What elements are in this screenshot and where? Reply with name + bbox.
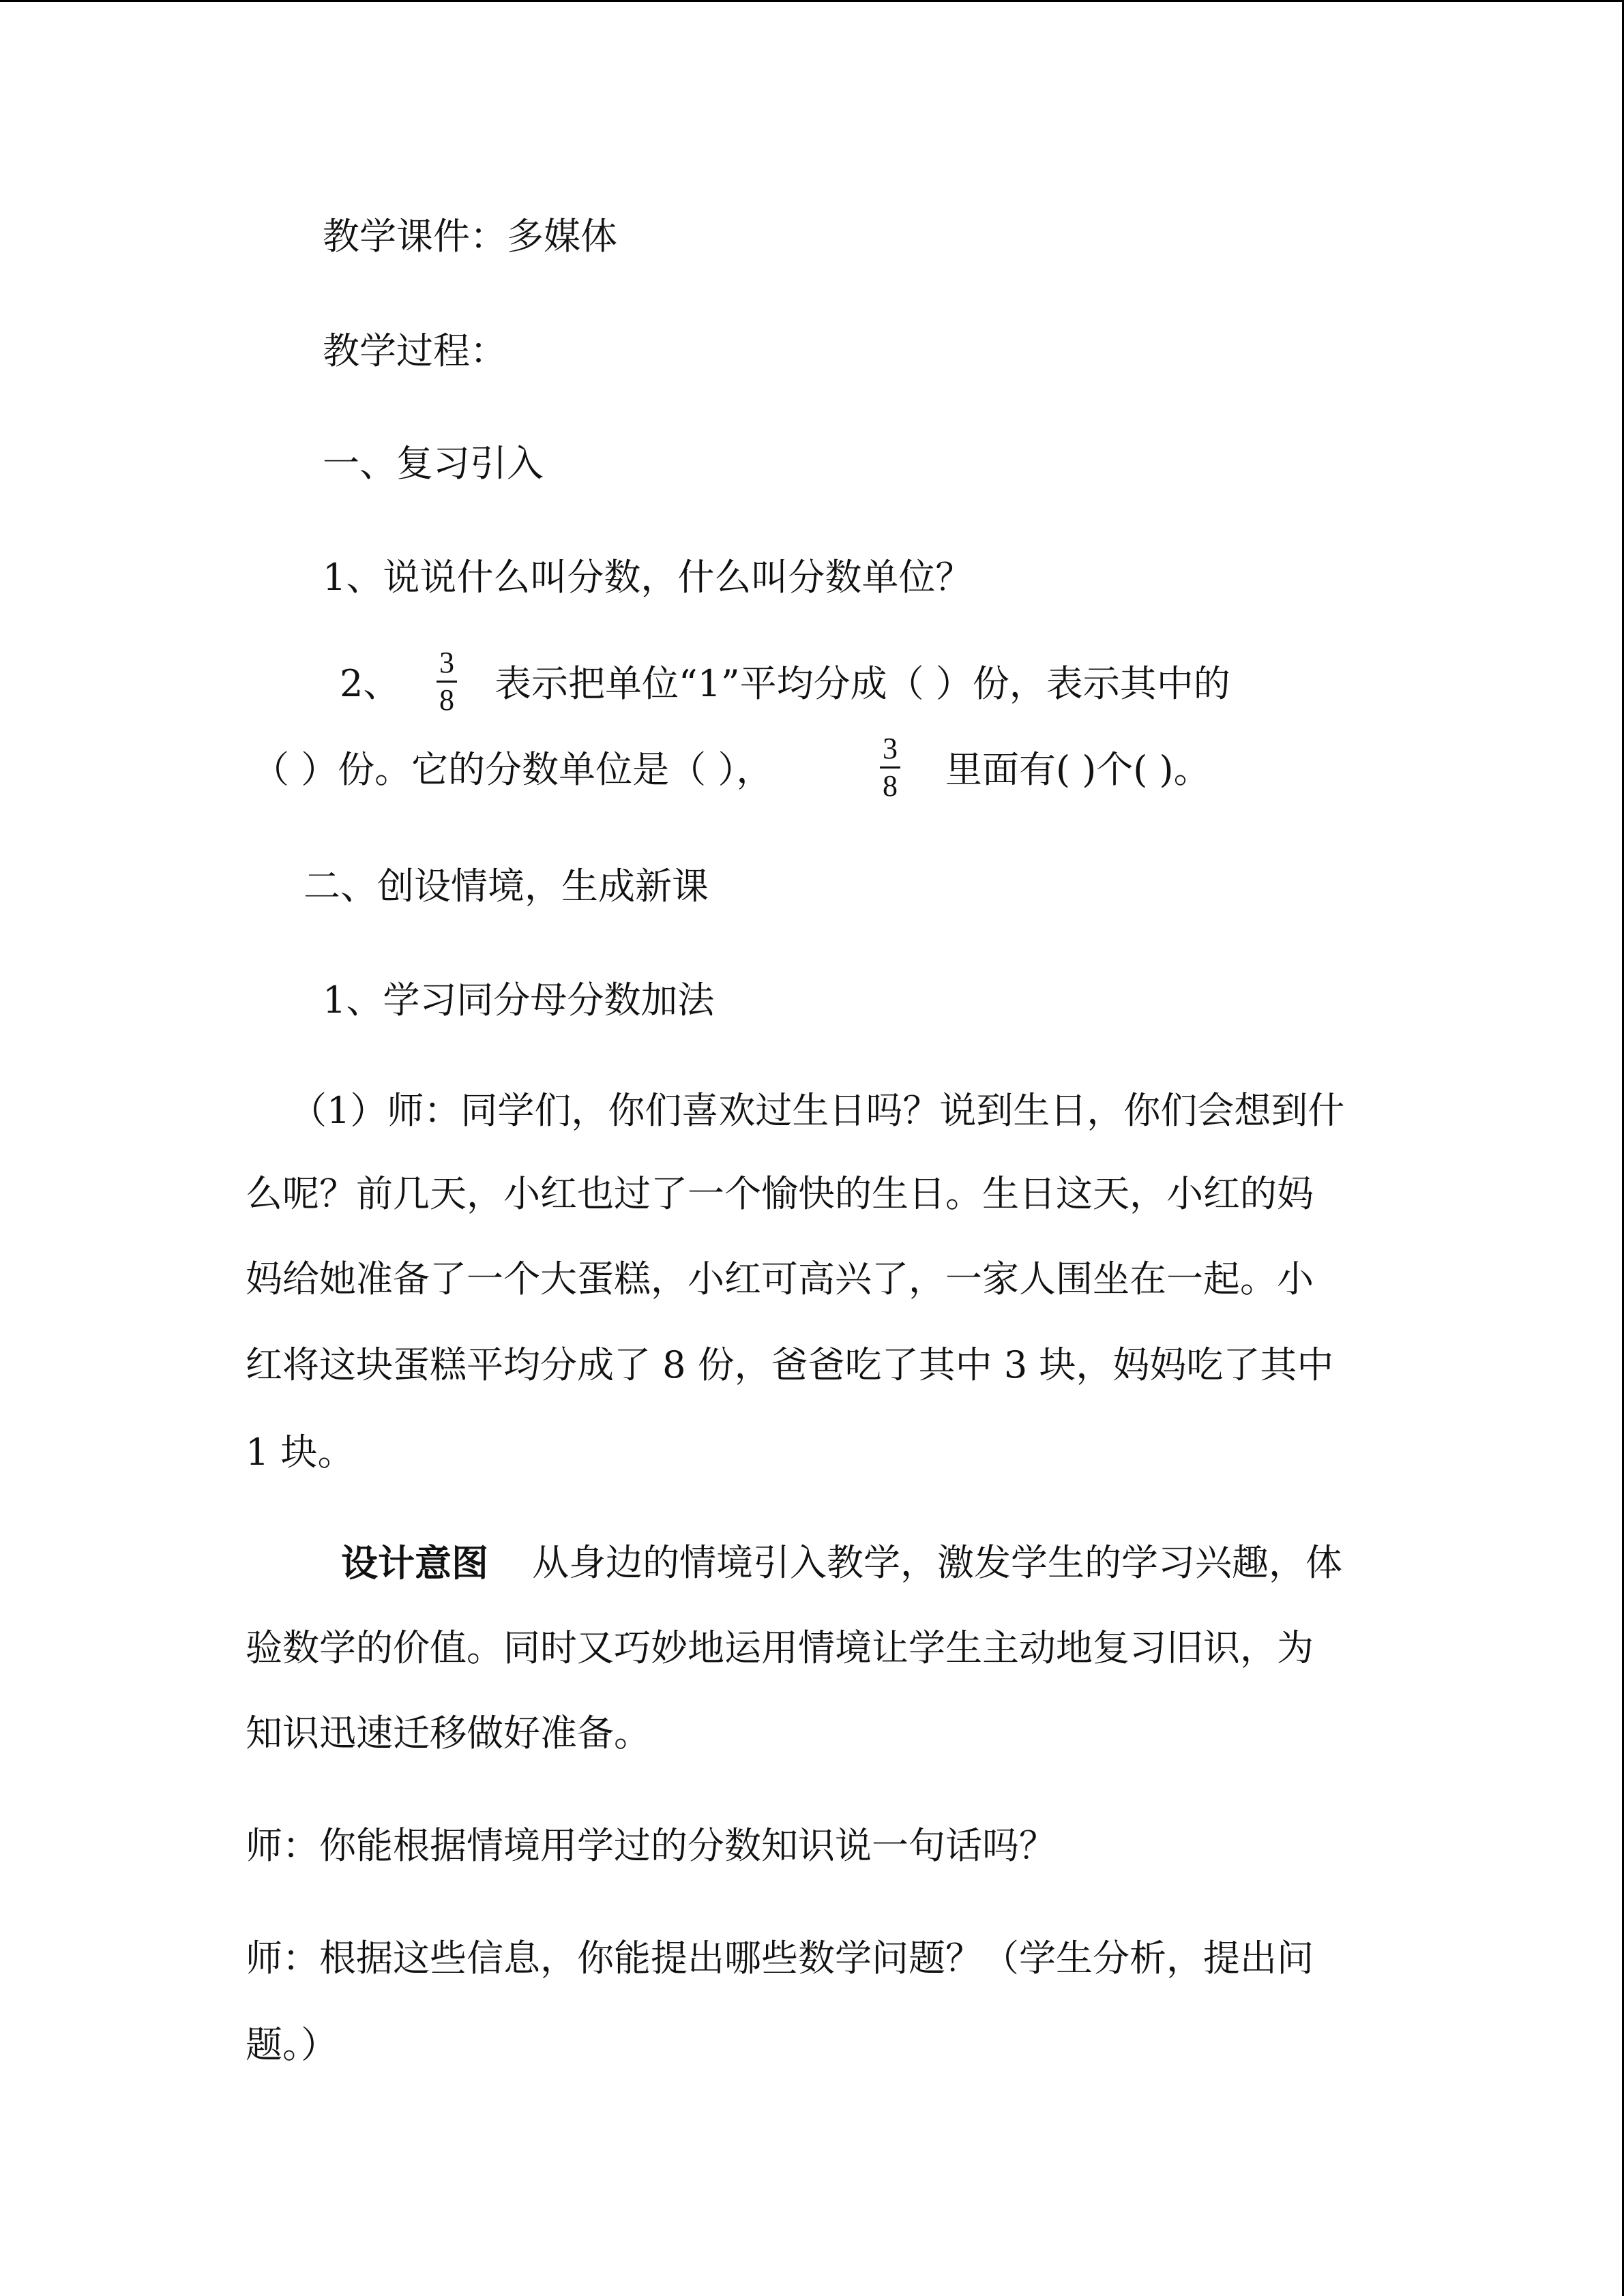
teacher-question: 师：你能根据情境用学过的分数知识说一句话吗？ bbox=[246, 1824, 1056, 1867]
design-intent-label: 设计意图 bbox=[341, 1541, 488, 1585]
fraction-numerator: 3 bbox=[439, 646, 454, 679]
section-heading-new-lesson: 二、创设情境，生成新课 bbox=[304, 865, 709, 908]
paragraph-line: （1）师：同学们，你们喜欢过生日吗？说到生日，你们会想到什 bbox=[290, 1089, 1345, 1132]
teacher-question: 师：根据这些信息，你能提出哪些数学问题？（学生分析，提出问 bbox=[246, 1937, 1314, 1980]
question-1: 1、说说什么叫分数，什么叫分数单位？ bbox=[323, 556, 973, 599]
fraction-denominator: 8 bbox=[883, 769, 898, 803]
question-2-number: 2、 bbox=[340, 662, 400, 705]
design-intent-text: 从身边的情境引入教学，激发学生的学习兴趣，体 bbox=[532, 1541, 1342, 1584]
paragraph-line: 1 块。 bbox=[246, 1431, 355, 1474]
section-heading-review: 一、复习引入 bbox=[323, 442, 544, 485]
line-process-heading: 教学过程： bbox=[323, 329, 507, 372]
design-intent-text: 验数学的价值。同时又巧妙地运用情境让学生主动地复习旧识，为 bbox=[246, 1626, 1314, 1669]
design-intent-text: 知识迅速迁移做好准备。 bbox=[246, 1712, 651, 1755]
fraction-bar bbox=[437, 681, 457, 683]
paragraph-line: 妈给她准备了一个大蛋糕，小红可高兴了，一家人围坐在一起。小 bbox=[246, 1257, 1314, 1300]
paragraph-line: 红将这块蛋糕平均分成了 8 份，爸爸吃了其中 3 块，妈妈吃了其中 bbox=[246, 1343, 1334, 1386]
paragraph-line: 么呢？前几天，小红也过了一个愉快的生日。生日这天，小红的妈 bbox=[246, 1172, 1314, 1215]
subheading-addition: 1、学习同分母分数加法 bbox=[323, 979, 715, 1022]
fraction-denominator: 8 bbox=[439, 683, 454, 717]
question-2-continued: （ ）份。它的分数单位是（ ）， bbox=[252, 748, 773, 791]
fraction-three-eighths bbox=[433, 648, 460, 715]
fraction-numerator: 3 bbox=[883, 732, 898, 765]
question-2-end: 里面有( )个( )。 bbox=[945, 748, 1211, 791]
question-2-text: 表示把单位“1”平均分成（ ）份，表示其中的 bbox=[494, 662, 1230, 705]
page-border-top bbox=[0, 0, 1624, 2]
fraction-bar bbox=[880, 766, 900, 769]
fraction-three-eighths bbox=[876, 734, 904, 801]
teacher-question: 题。） bbox=[246, 2023, 338, 2066]
line-courseware: 教学课件：多媒体 bbox=[323, 215, 617, 258]
